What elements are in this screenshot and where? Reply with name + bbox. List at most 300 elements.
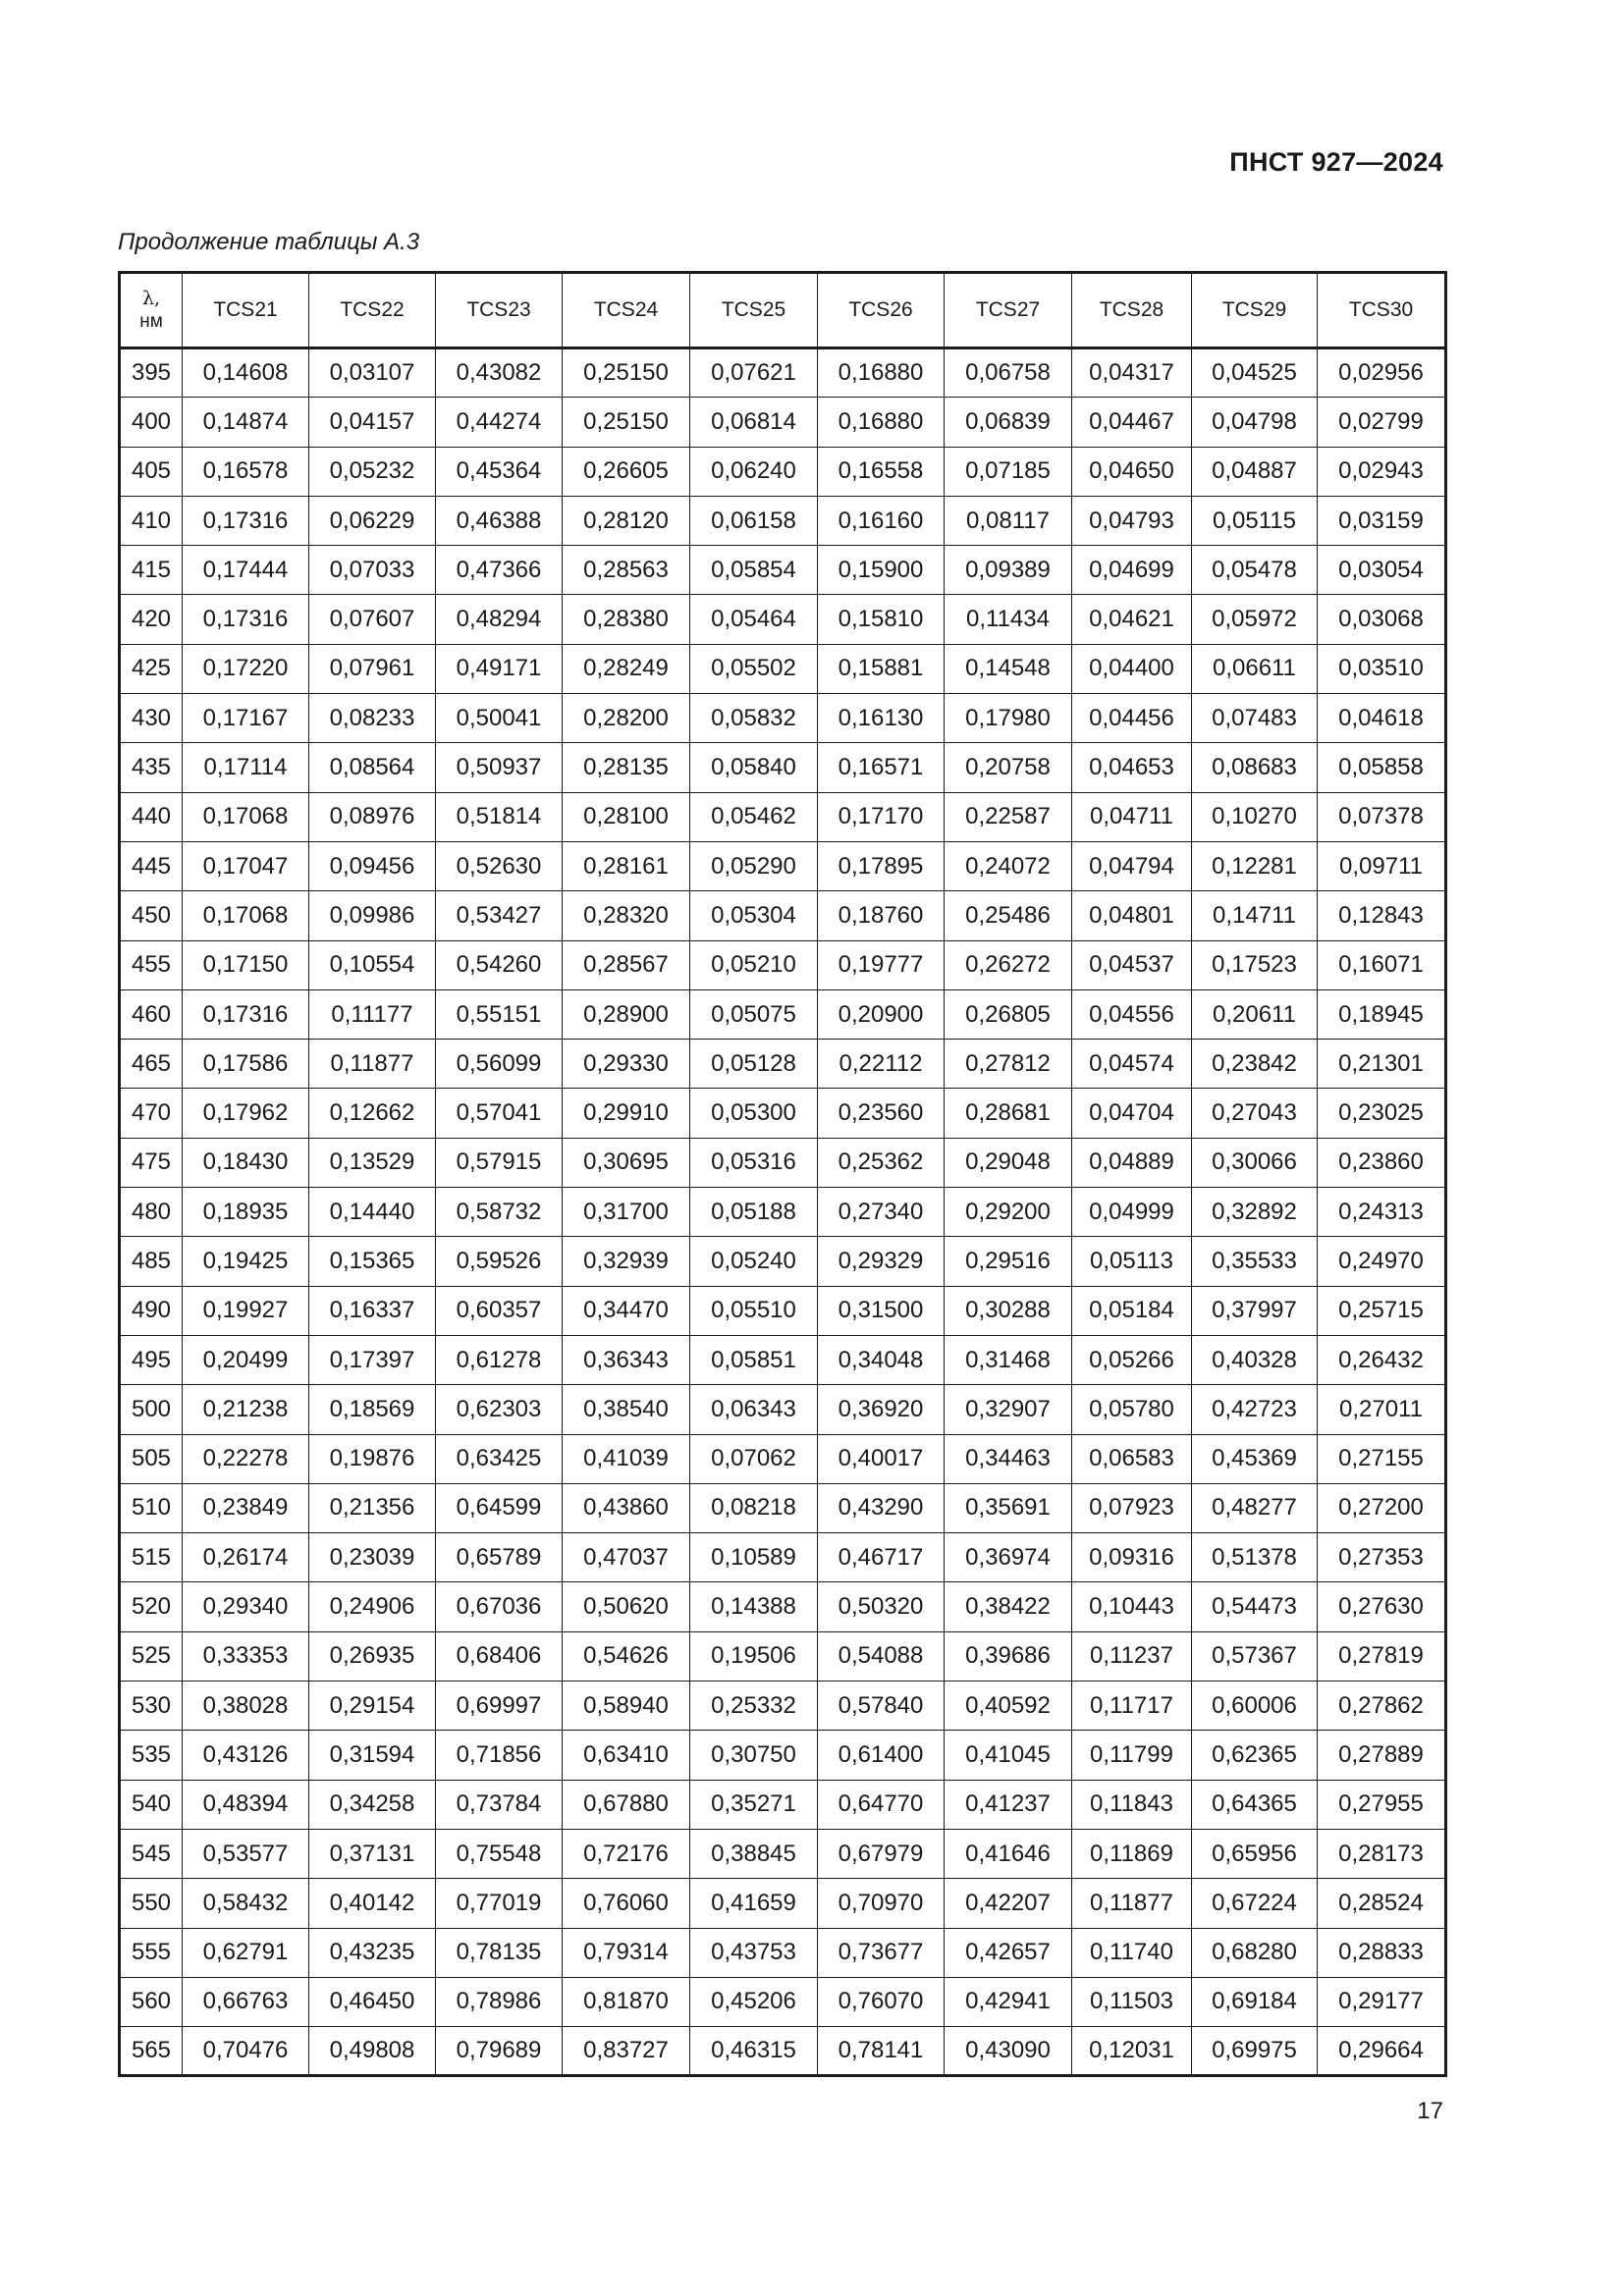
value-cell: 0,62303 (436, 1385, 563, 1434)
value-cell: 0,23025 (1318, 1089, 1446, 1138)
value-cell: 0,58732 (436, 1188, 563, 1237)
value-cell: 0,28249 (563, 644, 690, 693)
value-cell: 0,36343 (563, 1335, 690, 1384)
value-cell: 0,15900 (818, 546, 945, 595)
value-cell: 0,12843 (1318, 891, 1446, 940)
value-cell: 0,44274 (436, 398, 563, 447)
value-cell: 0,27889 (1318, 1731, 1446, 1780)
value-cell: 0,17068 (183, 792, 309, 841)
value-cell: 0,63425 (436, 1434, 563, 1483)
value-cell: 0,29329 (818, 1237, 945, 1286)
value-cell: 0,68406 (436, 1631, 563, 1681)
value-cell: 0,78141 (818, 2027, 945, 2076)
wavelength-cell: 560 (120, 1977, 183, 2026)
value-cell: 0,53427 (436, 891, 563, 940)
value-cell: 0,28900 (563, 989, 690, 1039)
value-cell: 0,05210 (690, 940, 818, 989)
value-cell: 0,46388 (436, 496, 563, 545)
wavelength-cell: 395 (120, 348, 183, 398)
value-cell: 0,42207 (945, 1879, 1072, 1928)
value-cell: 0,33353 (183, 1631, 309, 1681)
value-cell: 0,21238 (183, 1385, 309, 1434)
wavelength-cell: 420 (120, 595, 183, 644)
wavelength-symbol: λ, (141, 288, 161, 309)
table-row (120, 1879, 1446, 1928)
value-cell: 0,43860 (563, 1483, 690, 1532)
table-row (120, 694, 1446, 743)
value-cell: 0,03510 (1318, 644, 1446, 693)
table-row (120, 1385, 1446, 1434)
wavelength-cell: 485 (120, 1237, 183, 1286)
value-cell: 0,38028 (183, 1682, 309, 1731)
value-cell: 0,05316 (690, 1138, 818, 1187)
value-cell: 0,35271 (690, 1780, 818, 1829)
value-cell: 0,50620 (563, 1582, 690, 1631)
value-cell: 0,04537 (1072, 940, 1192, 989)
value-cell: 0,25150 (563, 348, 690, 398)
table-row (120, 1040, 1446, 1089)
value-cell: 0,67979 (818, 1829, 945, 1878)
value-cell: 0,05184 (1072, 1286, 1192, 1335)
value-cell: 0,30288 (945, 1286, 1072, 1335)
wavelength-cell: 490 (120, 1286, 183, 1335)
column-header: TCS26 (818, 273, 945, 348)
value-cell: 0,04711 (1072, 792, 1192, 841)
table-row (120, 1138, 1446, 1187)
value-cell: 0,30066 (1192, 1138, 1318, 1187)
table-row (120, 595, 1446, 644)
table-row (120, 1631, 1446, 1681)
value-cell: 0,32907 (945, 1385, 1072, 1434)
value-cell: 0,05266 (1072, 1335, 1192, 1384)
value-cell: 0,14874 (183, 398, 309, 447)
value-cell: 0,09711 (1318, 841, 1446, 890)
value-cell: 0,04467 (1072, 398, 1192, 447)
value-cell: 0,05464 (690, 595, 818, 644)
value-cell: 0,28833 (1318, 1928, 1446, 1977)
value-cell: 0,03054 (1318, 546, 1446, 595)
value-cell: 0,14548 (945, 644, 1072, 693)
value-cell: 0,28320 (563, 891, 690, 940)
value-cell: 0,18935 (183, 1188, 309, 1237)
value-cell: 0,04574 (1072, 1040, 1192, 1089)
value-cell: 0,63410 (563, 1731, 690, 1780)
value-cell: 0,31468 (945, 1335, 1072, 1384)
column-header: TCS23 (436, 273, 563, 348)
value-cell: 0,05300 (690, 1089, 818, 1138)
value-cell: 0,28173 (1318, 1829, 1446, 1878)
value-cell: 0,67224 (1192, 1879, 1318, 1928)
value-cell: 0,08683 (1192, 743, 1318, 792)
value-cell: 0,26272 (945, 940, 1072, 989)
table-row (120, 1188, 1446, 1237)
value-cell: 0,52630 (436, 841, 563, 890)
value-cell: 0,16130 (818, 694, 945, 743)
value-cell: 0,17444 (183, 546, 309, 595)
value-cell: 0,25332 (690, 1682, 818, 1731)
value-cell: 0,41646 (945, 1829, 1072, 1878)
value-cell: 0,26935 (309, 1631, 436, 1681)
value-cell: 0,20499 (183, 1335, 309, 1384)
value-cell: 0,23560 (818, 1089, 945, 1138)
value-cell: 0,34463 (945, 1434, 1072, 1483)
value-cell: 0,61278 (436, 1335, 563, 1384)
value-cell: 0,04317 (1072, 348, 1192, 398)
value-cell: 0,19425 (183, 1237, 309, 1286)
value-cell: 0,55151 (436, 989, 563, 1039)
value-cell: 0,08564 (309, 743, 436, 792)
value-cell: 0,57041 (436, 1089, 563, 1138)
value-cell: 0,34258 (309, 1780, 436, 1829)
value-cell: 0,13529 (309, 1138, 436, 1187)
wavelength-cell: 515 (120, 1533, 183, 1582)
value-cell: 0,30695 (563, 1138, 690, 1187)
value-cell: 0,14388 (690, 1582, 818, 1631)
value-cell: 0,10554 (309, 940, 436, 989)
table-row (120, 1731, 1446, 1780)
value-cell: 0,07185 (945, 447, 1072, 496)
value-cell: 0,25150 (563, 398, 690, 447)
column-header: TCS28 (1072, 273, 1192, 348)
value-cell: 0,05115 (1192, 496, 1318, 545)
value-cell: 0,18760 (818, 891, 945, 940)
value-cell: 0,17397 (309, 1335, 436, 1384)
wavelength-cell: 475 (120, 1138, 183, 1187)
value-cell: 0,07923 (1072, 1483, 1192, 1532)
table-row (120, 348, 1446, 398)
value-cell: 0,67036 (436, 1582, 563, 1631)
value-cell: 0,30750 (690, 1731, 818, 1780)
table-row (120, 1780, 1446, 1829)
value-cell: 0,60357 (436, 1286, 563, 1335)
table-row (120, 989, 1446, 1039)
value-cell: 0,22112 (818, 1040, 945, 1089)
value-cell: 0,25362 (818, 1138, 945, 1187)
value-cell: 0,76070 (818, 1977, 945, 2026)
value-cell: 0,05840 (690, 743, 818, 792)
value-cell: 0,06229 (309, 496, 436, 545)
value-cell: 0,02799 (1318, 398, 1446, 447)
value-cell: 0,29516 (945, 1237, 1072, 1286)
value-cell: 0,21301 (1318, 1040, 1446, 1089)
value-cell: 0,51814 (436, 792, 563, 841)
value-cell: 0,11503 (1072, 1977, 1192, 2026)
value-cell: 0,06758 (945, 348, 1072, 398)
value-cell: 0,18945 (1318, 989, 1446, 1039)
value-cell: 0,27819 (1318, 1631, 1446, 1681)
value-cell: 0,67880 (563, 1780, 690, 1829)
value-cell: 0,05972 (1192, 595, 1318, 644)
value-cell: 0,54260 (436, 940, 563, 989)
value-cell: 0,38422 (945, 1582, 1072, 1631)
value-cell: 0,48294 (436, 595, 563, 644)
value-cell: 0,65956 (1192, 1829, 1318, 1878)
value-cell: 0,79689 (436, 2027, 563, 2076)
value-cell: 0,04621 (1072, 595, 1192, 644)
wavelength-cell: 520 (120, 1582, 183, 1631)
value-cell: 0,05290 (690, 841, 818, 890)
wavelength-unit: нм (139, 311, 163, 332)
value-cell: 0,27630 (1318, 1582, 1446, 1631)
table-row (120, 792, 1446, 841)
value-cell: 0,06839 (945, 398, 1072, 447)
value-cell: 0,26805 (945, 989, 1072, 1039)
column-header: TCS27 (945, 273, 1072, 348)
value-cell: 0,04400 (1072, 644, 1192, 693)
wavelength-cell: 525 (120, 1631, 183, 1681)
wavelength-cell: 530 (120, 1682, 183, 1731)
value-cell: 0,65789 (436, 1533, 563, 1582)
value-cell: 0,31700 (563, 1188, 690, 1237)
value-cell: 0,49808 (309, 2027, 436, 2076)
wavelength-cell: 565 (120, 2027, 183, 2076)
value-cell: 0,45364 (436, 447, 563, 496)
value-cell: 0,27200 (1318, 1483, 1446, 1532)
value-cell: 0,07062 (690, 1434, 818, 1483)
value-cell: 0,64599 (436, 1483, 563, 1532)
wavelength-cell: 460 (120, 989, 183, 1039)
value-cell: 0,17220 (183, 644, 309, 693)
value-cell: 0,60006 (1192, 1682, 1318, 1731)
table-row (120, 1928, 1446, 1977)
value-cell: 0,62365 (1192, 1731, 1318, 1780)
value-cell: 0,28563 (563, 546, 690, 595)
value-cell: 0,17047 (183, 841, 309, 890)
value-cell: 0,78135 (436, 1928, 563, 1977)
value-cell: 0,22278 (183, 1434, 309, 1483)
wavelength-cell: 505 (120, 1434, 183, 1483)
value-cell: 0,27812 (945, 1040, 1072, 1089)
table-row (120, 1335, 1446, 1384)
value-cell: 0,66763 (183, 1977, 309, 2026)
value-cell: 0,09986 (309, 891, 436, 940)
value-cell: 0,12662 (309, 1089, 436, 1138)
value-cell: 0,28681 (945, 1089, 1072, 1138)
table-row (120, 1434, 1446, 1483)
value-cell: 0,04794 (1072, 841, 1192, 890)
value-cell: 0,27155 (1318, 1434, 1446, 1483)
value-cell: 0,28380 (563, 595, 690, 644)
value-cell: 0,29200 (945, 1188, 1072, 1237)
wavelength-cell: 410 (120, 496, 183, 545)
column-header: TCS30 (1318, 273, 1446, 348)
value-cell: 0,04999 (1072, 1188, 1192, 1237)
value-cell: 0,40592 (945, 1682, 1072, 1731)
value-cell: 0,19876 (309, 1434, 436, 1483)
value-cell: 0,62791 (183, 1928, 309, 1977)
value-cell: 0,05502 (690, 644, 818, 693)
value-cell: 0,16071 (1318, 940, 1446, 989)
value-cell: 0,73677 (818, 1928, 945, 1977)
value-cell: 0,04556 (1072, 989, 1192, 1039)
value-cell: 0,37131 (309, 1829, 436, 1878)
value-cell: 0,08233 (309, 694, 436, 743)
value-cell: 0,16558 (818, 447, 945, 496)
value-cell: 0,03068 (1318, 595, 1446, 644)
value-cell: 0,16578 (183, 447, 309, 496)
table-row (120, 1977, 1446, 2026)
value-cell: 0,17523 (1192, 940, 1318, 989)
value-cell: 0,36974 (945, 1533, 1072, 1582)
value-cell: 0,12281 (1192, 841, 1318, 890)
wavelength-cell: 495 (120, 1335, 183, 1384)
table-row (120, 1533, 1446, 1582)
value-cell: 0,37997 (1192, 1286, 1318, 1335)
value-cell: 0,02943 (1318, 447, 1446, 496)
value-cell: 0,40142 (309, 1879, 436, 1928)
value-cell: 0,07378 (1318, 792, 1446, 841)
value-cell: 0,58432 (183, 1879, 309, 1928)
value-cell: 0,08218 (690, 1483, 818, 1532)
value-cell: 0,29048 (945, 1138, 1072, 1187)
wavelength-cell: 405 (120, 447, 183, 496)
value-cell: 0,47366 (436, 546, 563, 595)
value-cell: 0,27955 (1318, 1780, 1446, 1829)
value-cell: 0,03107 (309, 348, 436, 398)
value-cell: 0,23039 (309, 1533, 436, 1582)
value-cell: 0,04889 (1072, 1138, 1192, 1187)
value-cell: 0,11740 (1072, 1928, 1192, 1977)
value-cell: 0,71856 (436, 1731, 563, 1780)
table-row (120, 1582, 1446, 1631)
value-cell: 0,05780 (1072, 1385, 1192, 1434)
value-cell: 0,50320 (818, 1582, 945, 1631)
value-cell: 0,17586 (183, 1040, 309, 1089)
value-cell: 0,06611 (1192, 644, 1318, 693)
value-cell: 0,11434 (945, 595, 1072, 644)
value-cell: 0,31500 (818, 1286, 945, 1335)
value-cell: 0,41659 (690, 1879, 818, 1928)
value-cell: 0,75548 (436, 1829, 563, 1878)
table-row (120, 891, 1446, 940)
value-cell: 0,05858 (1318, 743, 1446, 792)
value-cell: 0,18430 (183, 1138, 309, 1187)
value-cell: 0,54626 (563, 1631, 690, 1681)
value-cell: 0,10589 (690, 1533, 818, 1582)
value-cell: 0,18569 (309, 1385, 436, 1434)
value-cell: 0,57840 (818, 1682, 945, 1731)
value-cell: 0,42657 (945, 1928, 1072, 1977)
value-cell: 0,17170 (818, 792, 945, 841)
value-cell: 0,10443 (1072, 1582, 1192, 1631)
column-header: TCS22 (309, 273, 436, 348)
value-cell: 0,47037 (563, 1533, 690, 1582)
value-cell: 0,09389 (945, 546, 1072, 595)
wavelength-cell: 455 (120, 940, 183, 989)
wavelength-cell: 440 (120, 792, 183, 841)
value-cell: 0,64770 (818, 1780, 945, 1829)
wavelength-cell: 435 (120, 743, 183, 792)
value-cell: 0,43235 (309, 1928, 436, 1977)
value-cell: 0,79314 (563, 1928, 690, 1977)
table-row (120, 398, 1446, 447)
value-cell: 0,11877 (309, 1040, 436, 1089)
value-cell: 0,23842 (1192, 1040, 1318, 1089)
value-cell: 0,29330 (563, 1040, 690, 1089)
value-cell: 0,07961 (309, 644, 436, 693)
value-cell: 0,72176 (563, 1829, 690, 1878)
value-cell: 0,28200 (563, 694, 690, 743)
table-row (120, 1682, 1446, 1731)
value-cell: 0,19777 (818, 940, 945, 989)
value-cell: 0,29154 (309, 1682, 436, 1731)
value-cell: 0,04699 (1072, 546, 1192, 595)
value-cell: 0,29340 (183, 1582, 309, 1631)
value-cell: 0,11799 (1072, 1731, 1192, 1780)
value-cell: 0,54473 (1192, 1582, 1318, 1631)
value-cell: 0,04887 (1192, 447, 1318, 496)
value-cell: 0,36920 (818, 1385, 945, 1434)
value-cell: 0,64365 (1192, 1780, 1318, 1829)
value-cell: 0,05188 (690, 1188, 818, 1237)
value-cell: 0,19506 (690, 1631, 818, 1681)
value-cell: 0,14711 (1192, 891, 1318, 940)
value-cell: 0,08976 (309, 792, 436, 841)
value-cell: 0,57367 (1192, 1631, 1318, 1681)
value-cell: 0,17980 (945, 694, 1072, 743)
value-cell: 0,45369 (1192, 1434, 1318, 1483)
value-cell: 0,19927 (183, 1286, 309, 1335)
value-cell: 0,15365 (309, 1237, 436, 1286)
value-cell: 0,43753 (690, 1928, 818, 1977)
table-row (120, 1483, 1446, 1532)
value-cell: 0,04793 (1072, 496, 1192, 545)
table-row (120, 447, 1446, 496)
value-cell: 0,16571 (818, 743, 945, 792)
value-cell: 0,25486 (945, 891, 1072, 940)
value-cell: 0,28120 (563, 496, 690, 545)
value-cell: 0,61400 (818, 1731, 945, 1780)
wavelength-cell: 545 (120, 1829, 183, 1878)
value-cell: 0,28161 (563, 841, 690, 890)
value-cell: 0,04653 (1072, 743, 1192, 792)
value-cell: 0,78986 (436, 1977, 563, 2026)
value-cell: 0,38845 (690, 1829, 818, 1878)
column-header: TCS29 (1192, 273, 1318, 348)
value-cell: 0,04801 (1072, 891, 1192, 940)
value-cell: 0,68280 (1192, 1928, 1318, 1977)
value-cell: 0,04704 (1072, 1089, 1192, 1138)
wavelength-cell: 415 (120, 546, 183, 595)
value-cell: 0,43082 (436, 348, 563, 398)
wavelength-cell: 400 (120, 398, 183, 447)
value-cell: 0,04525 (1192, 348, 1318, 398)
value-cell: 0,25715 (1318, 1286, 1446, 1335)
table-body (120, 348, 1446, 2076)
value-cell: 0,21356 (309, 1483, 436, 1532)
value-cell: 0,06343 (690, 1385, 818, 1434)
value-cell: 0,46315 (690, 2027, 818, 2076)
value-cell: 0,34048 (818, 1335, 945, 1384)
value-cell: 0,07483 (1192, 694, 1318, 743)
value-cell: 0,05851 (690, 1335, 818, 1384)
value-cell: 0,17316 (183, 496, 309, 545)
value-cell: 0,10270 (1192, 792, 1318, 841)
wavelength-cell: 445 (120, 841, 183, 890)
value-cell: 0,17895 (818, 841, 945, 890)
column-header: TCS25 (690, 273, 818, 348)
value-cell: 0,03159 (1318, 496, 1446, 545)
value-cell: 0,27353 (1318, 1533, 1446, 1582)
value-cell: 0,28524 (1318, 1879, 1446, 1928)
table-row (120, 644, 1446, 693)
value-cell: 0,32939 (563, 1237, 690, 1286)
value-cell: 0,17316 (183, 989, 309, 1039)
value-cell: 0,04798 (1192, 398, 1318, 447)
value-cell: 0,02956 (1318, 348, 1446, 398)
value-cell: 0,15810 (818, 595, 945, 644)
value-cell: 0,48394 (183, 1780, 309, 1829)
